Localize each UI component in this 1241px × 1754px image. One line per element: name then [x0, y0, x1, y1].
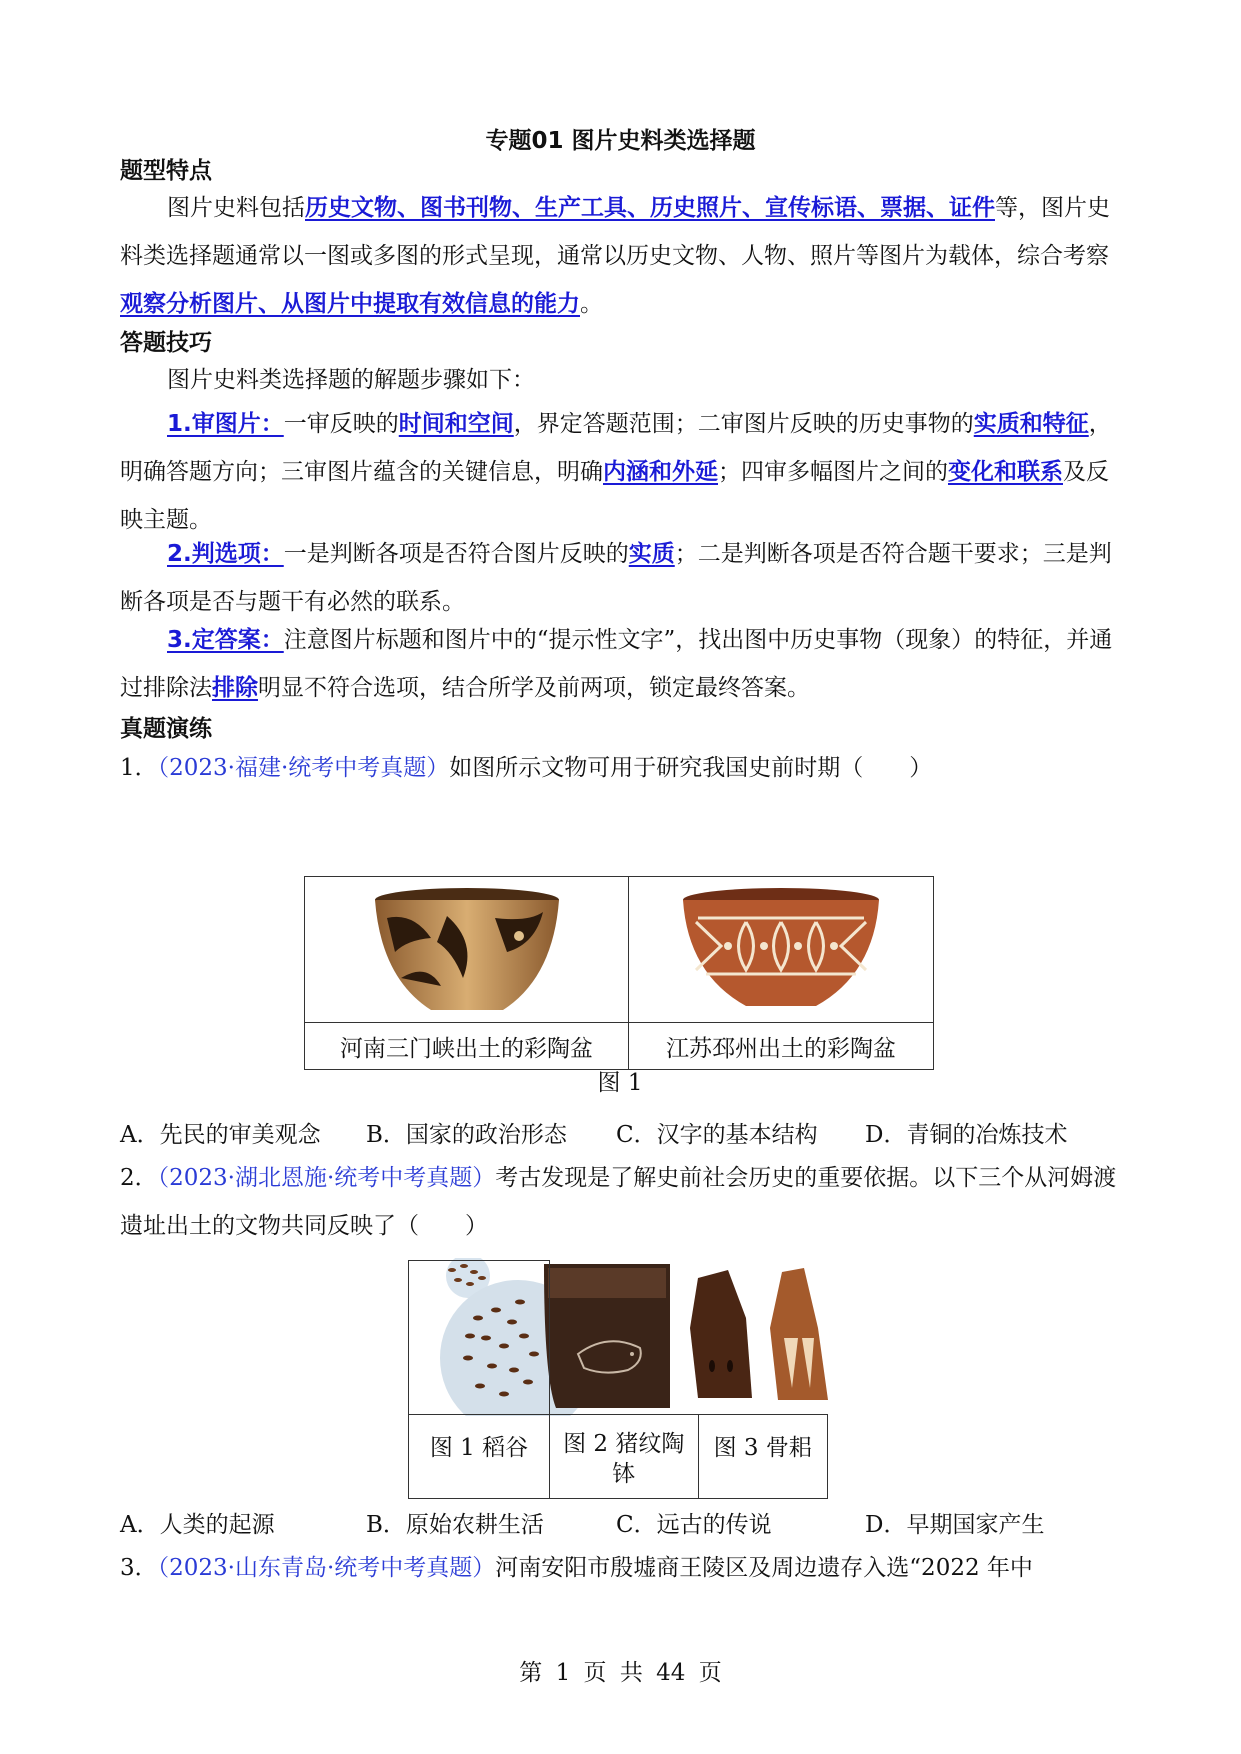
option-d[interactable]: D．青铜的冶炼技术: [865, 1122, 1068, 1148]
caption-rice: 图 1 稻谷: [409, 1415, 550, 1499]
option-a[interactable]: A．人类的起源: [120, 1512, 275, 1538]
caption-pig-bowl: 图 2 猪纹陶钵: [550, 1415, 699, 1499]
question-1-options: [120, 1116, 1130, 1149]
option-b[interactable]: B．原始农耕生活: [366, 1512, 544, 1538]
pottery-basin-sanmenxia-image: [305, 877, 629, 1023]
skills-intro: 图片史料类选择题的解题步骤如下：: [167, 367, 535, 393]
page-title: 专题01 图片史料类选择题: [485, 128, 756, 154]
question-1: 1．（2023·福建·统考中考真题）如图所示文物可用于研究我国史前时期（ ）: [120, 755, 933, 781]
heading-question-features: 题型特点: [120, 158, 212, 184]
option-d[interactable]: D．早期国家产生: [865, 1512, 1045, 1538]
step1-label: 1.审图片：: [167, 411, 284, 437]
step2-label: 2.判选项：: [167, 541, 284, 567]
step1-paragraph: 1.审图片：一审反映的时间和空间，界定答题范围；二审图片反映的历史事物的实质和特征，明确答题方向；三审图片蕴含的关键信息，明确内涵和外延；四审多幅图片之间的变化和联系及反映主题。: [120, 411, 1112, 533]
caption-bone-spade: 图 3 骨耜: [698, 1415, 828, 1499]
option-c[interactable]: C．远古的传说: [616, 1512, 772, 1538]
step3-paragraph: 3.定答案：注意图片标题和图片中的“提示性文字”，找出图中历史事物（现象）的特征，并通过排除法排除明显不符合选项，结合所学及前两项，锁定最终答案。: [120, 627, 1113, 701]
question-1-figure: [304, 876, 934, 1070]
question-3-source: （2023·山东青岛·统考中考真题）: [157, 1555, 496, 1581]
question-2-source: （2023·湖北恩施·统考中考真题）: [157, 1165, 496, 1191]
highlight-ability: 观察分析图片、从图片中提取有效信息的能力: [120, 291, 580, 317]
caption-sanmenxia: 河南三门峡出土的彩陶盆: [305, 1023, 629, 1070]
question-2-figure: [408, 1260, 828, 1499]
page-footer: 第 1 页 共 44 页: [519, 1660, 722, 1686]
caption-pizhou: 江苏邳州出土的彩陶盆: [629, 1023, 934, 1070]
heading-practice: 真题演练: [120, 716, 212, 742]
figure-1-label: 图 1: [597, 1070, 643, 1096]
question-2: 2．（2023·湖北恩施·统考中考真题）考古发现是了解史前社会历史的重要依据。以下三个从河姆渡遗址出土的文物共同反映了（ ）: [120, 1165, 1117, 1239]
option-b[interactable]: B．国家的政治形态: [366, 1122, 567, 1148]
option-c[interactable]: C．汉字的基本结构: [616, 1122, 818, 1148]
question-2-options: [120, 1506, 1130, 1539]
features-paragraph: 图片史料包括历史文物、图书刊物、生产工具、历史照片、宣传标语、票据、证件等，图片史料类选择题通常以一图或多图的形式呈现，通常以历史文物、人物、照片等图片为载体，综合考察观察分析图片、从图片中提取有效信息的能力。: [120, 195, 1110, 317]
pottery-basin-pizhou-image: [629, 877, 934, 1023]
highlight-material-types: 历史文物、图书刊物、生产工具、历史照片、宣传标语、票据、证件: [305, 195, 995, 221]
question-1-source: （2023·福建·统考中考真题）: [157, 755, 450, 781]
question-3: 3．（2023·山东青岛·统考中考真题）河南安阳市殷墟商王陵区及周边遗存入选“2022 年中: [120, 1555, 1033, 1581]
option-a[interactable]: A．先民的审美观念: [120, 1122, 321, 1148]
step3-label: 3.定答案：: [167, 627, 284, 653]
heading-answer-skills: 答题技巧: [120, 330, 212, 356]
step2-paragraph: 2.判选项：一是判断各项是否符合图片反映的实质；二是判断各项是否符合题干要求；三是判断各项是否与题干有必然的联系。: [120, 541, 1112, 615]
